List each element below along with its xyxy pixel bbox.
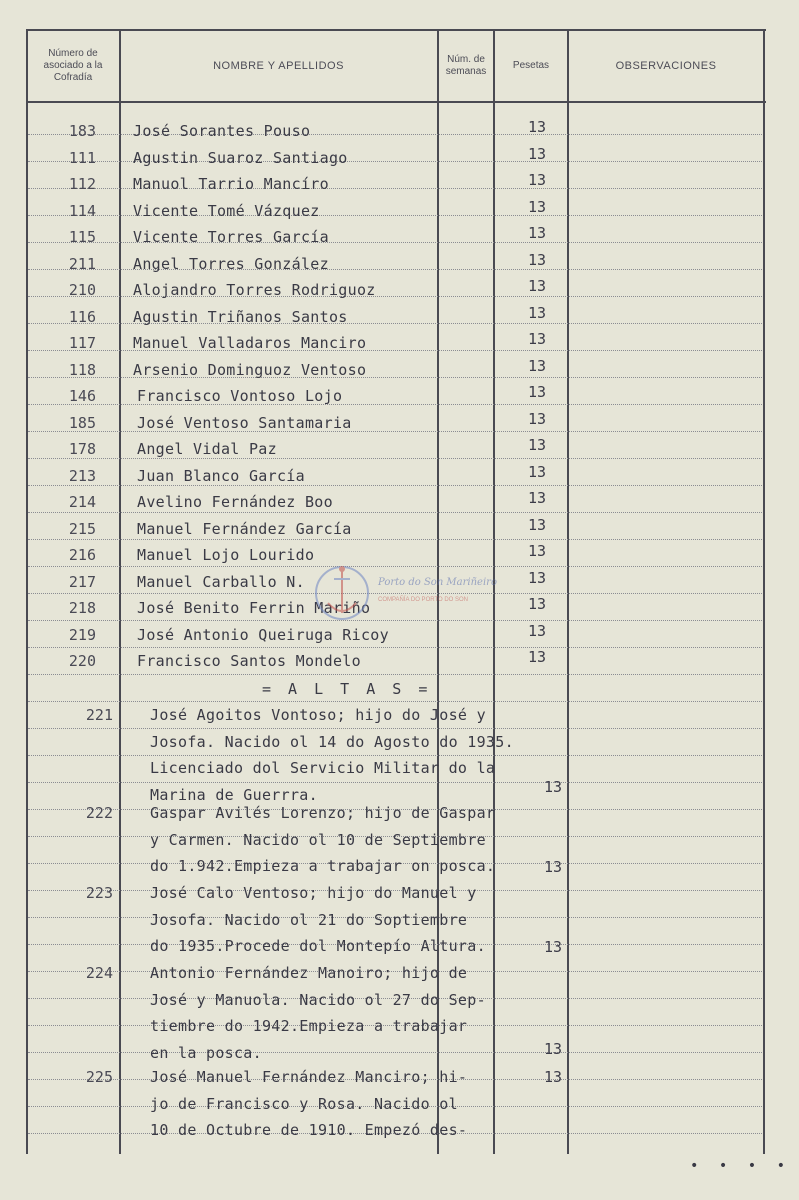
member-pesetas: 13	[528, 648, 547, 666]
member-pesetas: 13	[528, 515, 547, 534]
header-name: NOMBRE Y APELLIDOS	[213, 60, 344, 72]
member-pesetas: 13	[528, 144, 547, 163]
alta-pesetas: 13	[544, 1068, 563, 1086]
member-number: 114	[68, 201, 96, 220]
member-pesetas: 13	[528, 542, 547, 560]
alta-number: 225	[85, 1068, 113, 1086]
altas-title: = A L T A S =	[262, 680, 432, 698]
member-name: Vicente Tomé Vázquez	[133, 201, 320, 220]
member-number: 215	[68, 519, 96, 538]
alta-pesetas: 13	[544, 1040, 563, 1058]
member-name: Alojandro Torres Rodriguoz	[133, 281, 376, 299]
dotted-rule	[28, 539, 762, 540]
dotted-rule	[28, 755, 762, 756]
member-pesetas: 13	[528, 462, 547, 481]
anchor-stamp-icon	[310, 555, 500, 635]
member-pesetas: 13	[528, 171, 547, 189]
alta-number: 221	[85, 706, 113, 724]
member-pesetas: 13	[528, 409, 547, 428]
member-name: José Benito Ferrin Mariño	[137, 599, 371, 617]
member-pesetas: 13	[528, 277, 547, 295]
member-name: Juan Blanco García	[137, 466, 305, 485]
member-number: 178	[68, 440, 96, 458]
header-number: Número de asociado a la Cofradía	[43, 48, 103, 83]
member-pesetas: 13	[528, 595, 547, 613]
member-name: Francisco Santos Mondelo	[137, 652, 361, 670]
member-name: Manuol Tarrio Mancíro	[133, 175, 329, 193]
member-number: 217	[68, 572, 96, 591]
alta-description-line: José Agoitos Vontoso; hijo do José y	[150, 706, 486, 724]
member-number: 185	[68, 413, 96, 432]
alta-description-line: 10 de Octubre de 1910. Empezó des-	[150, 1121, 468, 1139]
member-name: Avelino Fernández Boo	[137, 493, 333, 511]
alta-number: 223	[85, 884, 113, 902]
alta-description-line: Gaspar Avilés Lorenzo; hijo de Gaspar	[150, 804, 496, 822]
alta-description-line: Licenciado dol Servicio Militar do la	[150, 759, 496, 777]
stamp-subtext: COMPAÑÍA DO PORTO DO SON	[378, 597, 469, 603]
dotted-rule	[28, 458, 762, 459]
member-name: José Antonio Queiruga Ricoy	[137, 625, 389, 644]
member-name: Manuel Fernández García	[137, 519, 352, 538]
alta-pesetas: 13	[544, 938, 563, 956]
header-pesetas: Pesetas	[512, 60, 550, 71]
dotted-rule	[28, 701, 762, 702]
member-pesetas: 13	[528, 303, 547, 322]
alta-number: 224	[85, 964, 113, 982]
alta-description-line: José Calo Ventoso; hijo do Manuel y	[150, 884, 477, 902]
header-observations: OBSERVACIONES	[615, 60, 717, 72]
dotted-rule	[28, 512, 762, 513]
alta-description-line: y Carmen. Nacido ol 10 de Septiembre	[150, 830, 486, 849]
alta-description-line: Josofa. Nacido ol 21 do Soptiembre	[150, 910, 468, 929]
col-divider-1	[119, 29, 121, 1154]
member-number: 111	[68, 148, 96, 167]
member-number: 146	[68, 387, 96, 405]
member-pesetas: 13	[528, 356, 547, 375]
member-name: Manuel Valladaros Manciro	[133, 334, 367, 352]
member-name: Agustin Triñanos Santos	[133, 307, 348, 326]
member-pesetas: 13	[528, 250, 547, 269]
member-pesetas: 13	[528, 118, 547, 136]
left-border	[26, 29, 28, 1154]
alta-description-line: jo de Francisco y Rosa. Nacido ol	[150, 1094, 458, 1113]
member-name: Francisco Vontoso Lojo	[137, 387, 343, 405]
member-number: 183	[68, 122, 96, 140]
right-border	[763, 29, 765, 1154]
member-name: Vicente Torres García	[133, 228, 329, 246]
stamp-text: Porto do Son Mariñeiro	[378, 577, 497, 588]
dotted-rule	[28, 647, 762, 648]
alta-description-line: José y Manuola. Nacido ol 27 do Sep-	[150, 990, 486, 1009]
dotted-rule	[28, 485, 762, 486]
member-number: 219	[68, 625, 96, 644]
member-number: 112	[68, 175, 96, 193]
alta-number: 222	[85, 804, 113, 822]
alta-pesetas: 13	[544, 778, 563, 796]
member-name: José Sorantes Pouso	[133, 122, 311, 140]
dotted-rule	[28, 728, 762, 729]
member-pesetas: 13	[528, 489, 547, 507]
header-weeks: Núm. de semanas	[445, 54, 487, 77]
member-number: 220	[68, 652, 96, 670]
alta-description-line: en la posca.	[150, 1043, 262, 1062]
member-number: 211	[68, 254, 96, 273]
member-pesetas: 13	[528, 568, 547, 587]
member-number: 214	[68, 493, 96, 511]
alta-description-line: tiembre do 1942.Empieza a trabajar	[150, 1017, 468, 1035]
page-dots: • • • •	[690, 1158, 792, 1174]
member-number: 118	[68, 360, 96, 379]
col-divider-4	[567, 29, 569, 1154]
member-number: 216	[68, 546, 96, 564]
alta-pesetas: 13	[544, 858, 563, 876]
member-number: 210	[68, 281, 96, 299]
alta-description-line: do 1935.Procede dol Montepío Altura.	[150, 937, 486, 955]
dotted-rule	[28, 782, 762, 783]
member-pesetas: 13	[528, 436, 547, 454]
alta-description-line: do 1.942.Empieza a trabajar on posca.	[150, 857, 496, 875]
dotted-rule	[28, 674, 762, 675]
member-name: Angel Vidal Paz	[137, 440, 277, 458]
member-name: Angel Torres González	[133, 254, 329, 273]
alta-description-line: Marina de Guerrra.	[150, 785, 318, 804]
member-number: 218	[68, 599, 96, 617]
member-number: 117	[68, 334, 96, 352]
member-name: Manuel Lojo Lourido	[137, 546, 315, 564]
dotted-rule	[28, 1052, 762, 1053]
member-pesetas: 13	[528, 383, 547, 401]
member-name: Arsenio Dominguoz Ventoso	[133, 360, 367, 379]
member-name: José Ventoso Santamaria	[137, 413, 352, 432]
cofradia-stamp	[310, 555, 500, 635]
alta-description-line: Antonio Fernández Manoiro; hijo de	[150, 964, 468, 982]
member-pesetas: 13	[528, 621, 547, 640]
alta-description-line: José Manuel Fernández Manciro; hi-	[150, 1068, 468, 1086]
alta-description-line: Josofa. Nacido ol 14 do Agosto do 1935.	[150, 732, 514, 751]
member-number: 115	[68, 228, 96, 246]
member-pesetas: 13	[528, 330, 547, 348]
member-name: Agustin Suaroz Santiago	[133, 148, 348, 167]
member-name: Manuel Carballo N.	[137, 572, 305, 591]
member-pesetas: 13	[528, 224, 547, 242]
member-number: 116	[68, 307, 96, 326]
member-number: 213	[68, 466, 96, 485]
member-pesetas: 13	[528, 197, 547, 216]
